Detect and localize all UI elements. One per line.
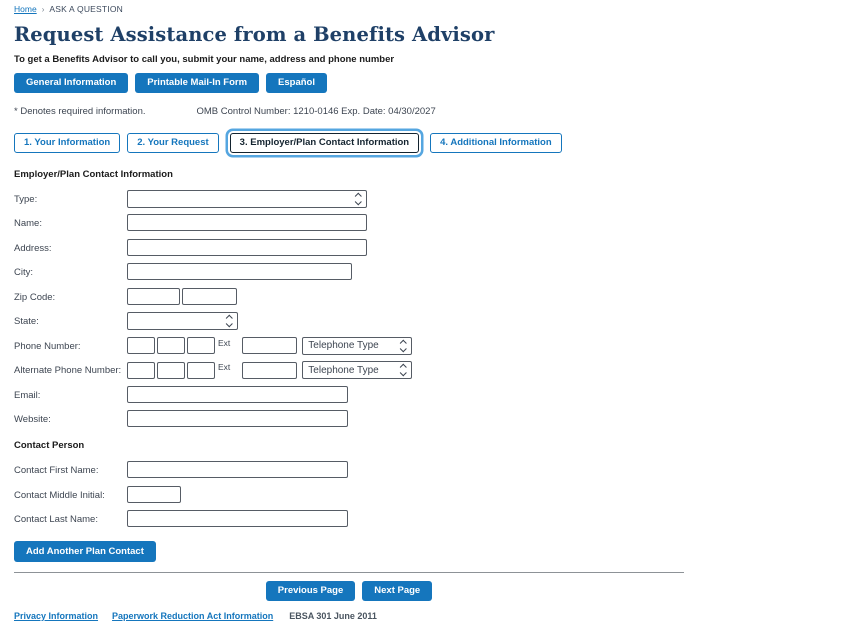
form-row-phone [14,337,686,355]
form-row-type [14,190,686,208]
page-subtitle: To get a Benefits Advisor to call you, submit your name, address and phone number [14,54,395,65]
city-input[interactable] [127,263,352,280]
alt-phone-telephone-type-value: Telephone Type [308,364,379,376]
form-row-name [14,214,686,232]
zip-code-input[interactable] [127,288,180,305]
espanol-button[interactable]: Español [266,73,327,93]
paperwork-reduction-act-link[interactable]: Paperwork Reduction Act Information [112,610,274,621]
email-input[interactable] [127,386,348,403]
section-title-employer-plan-contact: Employer/Plan Contact Information [14,168,173,180]
form-row-alt-phone [14,361,686,379]
city-label: City: [14,267,33,279]
chevron-up-down-icon [356,194,361,204]
email-label: Email: [14,389,41,401]
state-select[interactable] [127,312,238,330]
form-step-tabs [14,133,686,153]
phone-prefix-input[interactable] [157,337,185,354]
breadcrumb-separator-icon: › [41,4,45,14]
printable-mail-in-form-button[interactable]: Printable Mail-In Form [135,73,259,93]
phone-ext-label: Ext [218,337,231,348]
form-code: EBSA 301 June 2011 [289,610,377,621]
section-divider [14,572,684,573]
breadcrumb-home-link[interactable]: Home [14,4,37,14]
contact-last-name-label: Contact Last Name: [14,514,98,526]
form-row-website [14,410,686,428]
section-title-contact-person: Contact Person [14,440,85,452]
address-input[interactable] [127,239,367,256]
website-input[interactable] [127,410,348,427]
alt-phone-telephone-type-select[interactable] [302,361,412,379]
pagination-row [14,581,684,601]
tab-your-information[interactable]: 1. Your Information [14,133,120,153]
alt-phone-area-code-input[interactable] [127,362,155,379]
page-container [14,0,686,621]
website-label: Website: [14,414,51,426]
meta-row [14,106,686,117]
phone-number-label: Phone Number: [14,340,81,352]
breadcrumb-current: ASK A QUESTION [49,4,124,14]
general-information-button[interactable]: General Information [14,73,128,93]
chevron-up-down-icon [401,341,406,351]
phone-telephone-type-value: Telephone Type [308,340,379,352]
form-row-state [14,312,686,330]
zip-code-label: Zip Code: [14,291,56,303]
employer-plan-contact-form [14,190,686,563]
contact-first-name-label: Contact First Name: [14,465,99,477]
phone-telephone-type-select[interactable] [302,337,412,355]
top-button-row [14,73,686,93]
name-label: Name: [14,218,42,230]
previous-page-button[interactable]: Previous Page [266,581,355,601]
add-another-plan-contact-button[interactable]: Add Another Plan Contact [14,541,156,563]
alternate-phone-number-label: Alternate Phone Number: [14,365,122,377]
name-input[interactable] [127,214,367,231]
zip-plus4-input[interactable] [182,288,237,305]
tab-employer-plan-contact-information[interactable]: 3. Employer/Plan Contact Information [230,133,419,153]
form-row-city [14,263,686,281]
omb-control-number: OMB Control Number: 1210-0146 Exp. Date: 04/30/2027 [196,105,436,117]
chevron-up-down-icon [401,366,406,376]
privacy-information-link[interactable]: Privacy Information [14,610,99,621]
address-label: Address: [14,242,52,254]
page-title: Request Assistance from a Benefits Advisor [14,23,495,46]
tab-additional-information[interactable]: 4. Additional Information [430,133,562,153]
phone-area-code-input[interactable] [127,337,155,354]
form-row-zip [14,288,686,306]
phone-line-input[interactable] [187,337,215,354]
contact-last-name-input[interactable] [127,510,348,527]
phone-ext-input[interactable] [242,337,297,354]
next-page-button[interactable]: Next Page [362,581,432,601]
type-select[interactable] [127,190,367,208]
breadcrumb [14,0,686,14]
form-row-email [14,386,686,404]
alt-phone-ext-label: Ext [218,362,231,373]
tab-your-request[interactable]: 2. Your Request [127,133,218,153]
alt-phone-prefix-input[interactable] [157,362,185,379]
state-label: State: [14,316,39,328]
type-label: Type: [14,193,38,205]
form-row-contact-middle-initial [14,486,686,504]
page-footer [14,611,686,621]
contact-middle-initial-input[interactable] [127,486,181,503]
form-row-contact-last-name [14,510,686,528]
contact-first-name-input[interactable] [127,461,348,478]
alt-phone-ext-input[interactable] [242,362,297,379]
form-row-address [14,239,686,257]
alt-phone-line-input[interactable] [187,362,215,379]
contact-middle-initial-label: Contact Middle Initial: [14,489,105,501]
required-note: * Denotes required information. [14,105,146,117]
form-row-contact-first-name [14,461,686,479]
chevron-up-down-icon [227,317,232,327]
